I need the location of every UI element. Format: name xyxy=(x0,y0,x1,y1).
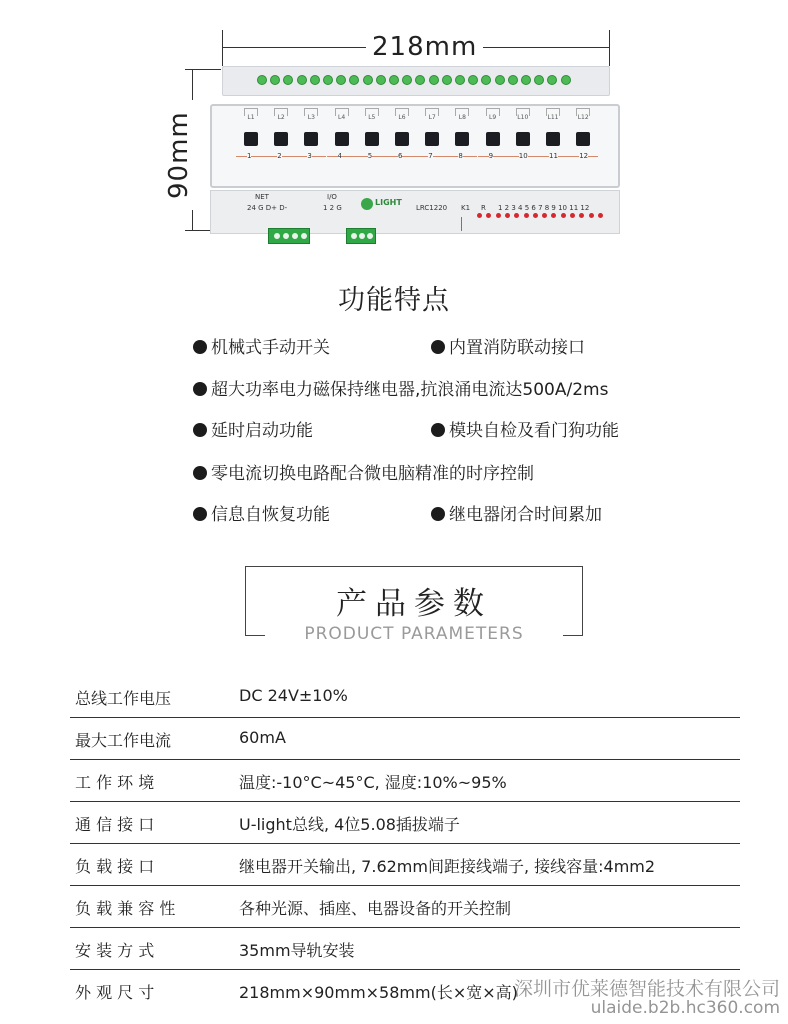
features-title: 功能特点 xyxy=(338,285,450,316)
params-title-box xyxy=(245,566,583,642)
row-label: 总线工作电压 xyxy=(75,689,172,708)
row-value: 35mm导轨安装 xyxy=(239,941,355,960)
channel-top-label: L7 xyxy=(428,114,436,121)
feature-item: 超大功率电力磁保持继电器,抗浪涌电流达500A/2ms xyxy=(193,375,608,400)
width-dim-tick-left xyxy=(222,30,223,66)
brand-logo xyxy=(361,197,405,211)
model-label: LRC1220 xyxy=(416,204,448,212)
manual-switch-button xyxy=(365,132,379,146)
row-label: 通 信 接 口 xyxy=(75,815,155,834)
channel-number: 5 xyxy=(367,152,373,160)
table-row xyxy=(70,678,740,718)
row-value: 60mA xyxy=(239,728,286,747)
status-led xyxy=(496,213,501,218)
brand-logo-text: LIGHT xyxy=(375,198,402,207)
status-led xyxy=(579,213,584,218)
channel-row xyxy=(236,104,606,188)
channel-switch xyxy=(296,104,326,188)
io-terminal-plug xyxy=(346,228,376,244)
manual-switch-button xyxy=(274,132,288,146)
row-value: 各种光源、插座、电器设备的开关控制 xyxy=(239,899,512,918)
terminal-screw xyxy=(508,75,518,85)
row-divider xyxy=(70,843,740,844)
row-label: 安 装 方 式 xyxy=(75,941,155,960)
product-figure xyxy=(0,0,788,265)
row-label: 最大工作电流 xyxy=(75,731,172,750)
channel-switch xyxy=(568,104,598,188)
row-divider xyxy=(70,927,740,928)
table-row xyxy=(70,846,740,886)
channel-switch xyxy=(478,104,508,188)
channel-switch xyxy=(447,104,477,188)
channel-switch xyxy=(236,104,266,188)
channel-top-label: L1 xyxy=(247,114,255,121)
channel-number: 12 xyxy=(579,152,589,160)
feature-item: 内置消防联动接口 xyxy=(431,333,585,358)
channel-number: 11 xyxy=(549,152,558,160)
channel-number: 6 xyxy=(398,152,403,160)
row-divider xyxy=(70,801,740,802)
row-value: U-light总线, 4位5.08插拔端子 xyxy=(239,815,460,834)
status-led xyxy=(542,213,547,218)
bullet-icon xyxy=(193,382,207,396)
manual-switch-button xyxy=(546,132,560,146)
channel-top-label: L10 xyxy=(517,114,529,121)
channel-switch xyxy=(538,104,568,188)
channel-top-label: L3 xyxy=(307,114,315,121)
terminal-screw xyxy=(297,75,307,85)
feature-item: 继电器闭合时间累加 xyxy=(431,500,602,525)
width-dim-tick-right xyxy=(609,30,610,66)
status-led xyxy=(551,213,556,218)
status-led xyxy=(589,213,594,218)
params-title: 产品参数 xyxy=(336,586,492,622)
channel-number: 10 xyxy=(518,152,528,160)
channel-top-label: L11 xyxy=(547,114,559,121)
manual-switch-button xyxy=(304,132,318,146)
channel-switch xyxy=(508,104,538,188)
k1-button-slot xyxy=(461,217,462,231)
terminal-screw xyxy=(442,75,452,85)
bullet-icon xyxy=(193,507,207,521)
led-numbers: 1 2 3 4 5 6 7 8 9 10 11 12 xyxy=(498,204,590,212)
bullet-icon xyxy=(431,423,445,437)
bullet-icon xyxy=(193,466,207,480)
io-pins: 1 2 G xyxy=(323,204,342,212)
table-row xyxy=(70,720,740,760)
manual-switch-button xyxy=(425,132,439,146)
row-label: 负 载 接 口 xyxy=(75,857,155,876)
table-row xyxy=(70,762,740,802)
terminal-screw xyxy=(363,75,373,85)
manual-switch-button xyxy=(244,132,258,146)
channel-number: 1 xyxy=(247,152,252,160)
row-value: 继电器开关输出, 7.62mm间距接线端子, 接线容量:4mm2 xyxy=(239,857,656,876)
width-dimension-label: 218mm xyxy=(366,32,483,62)
feature-item: 模块自检及看门狗功能 xyxy=(431,416,619,441)
status-led xyxy=(570,213,575,218)
watermark-url: ulaide.b2b.hc360.com xyxy=(590,998,780,1018)
row-label: 负 载 兼 容 性 xyxy=(75,899,176,918)
bullet-icon xyxy=(431,340,445,354)
channel-top-label: L4 xyxy=(338,114,346,121)
bullet-icon xyxy=(431,507,445,521)
channel-top-label: L5 xyxy=(368,114,376,121)
terminal-screw xyxy=(323,75,333,85)
brand-logo-mark xyxy=(361,198,373,210)
io-label: I/O xyxy=(327,193,337,201)
row-divider xyxy=(70,717,740,718)
bullet-icon xyxy=(193,423,207,437)
row-divider xyxy=(70,759,740,760)
status-led xyxy=(486,213,491,218)
channel-number: 9 xyxy=(488,152,494,160)
channel-switch xyxy=(327,104,357,188)
table-row xyxy=(70,804,740,844)
box-border-top xyxy=(245,566,583,567)
row-divider xyxy=(70,969,740,970)
watermark-company: 深圳市优莱德智能技术有限公司 xyxy=(513,978,780,1000)
relay-module xyxy=(222,66,610,234)
bus-terminal-plug xyxy=(268,228,310,244)
row-value: DC 24V±10% xyxy=(239,686,348,705)
feature-item: 零电流切换电路配合微电脑精准的时序控制 xyxy=(193,459,534,484)
channel-top-label: L12 xyxy=(577,114,589,121)
channel-top-label: L2 xyxy=(277,114,285,121)
channel-top-label: L6 xyxy=(398,114,406,121)
feature-item: 延时启动功能 xyxy=(193,416,313,441)
manual-switch-button xyxy=(395,132,409,146)
channel-switch xyxy=(266,104,296,188)
row-label: 外 观 尺 寸 xyxy=(75,983,155,1002)
terminal-screw xyxy=(561,75,571,85)
table-row xyxy=(70,888,740,928)
channel-top-label: L9 xyxy=(489,114,497,121)
terminal-screw xyxy=(310,75,320,85)
status-led xyxy=(477,213,482,218)
manual-switch-button xyxy=(576,132,590,146)
manual-switch-button xyxy=(516,132,530,146)
channel-number: 7 xyxy=(428,152,433,160)
feature-item: 信息自恢复功能 xyxy=(193,500,330,525)
net-pins: 24 G D+ D- xyxy=(247,204,288,212)
manual-switch-button xyxy=(455,132,469,146)
k1-label: K1 xyxy=(461,204,471,212)
status-led xyxy=(598,213,603,218)
row-divider xyxy=(70,885,740,886)
manual-switch-button xyxy=(335,132,349,146)
terminal-screw xyxy=(429,75,439,85)
params-subtitle: PRODUCT PARAMETERS xyxy=(265,624,563,644)
status-led xyxy=(514,213,519,218)
row-value: 218mm×90mm×58mm(长×宽×高) xyxy=(239,983,518,1002)
table-row xyxy=(70,930,740,970)
status-led xyxy=(561,213,566,218)
channel-switch xyxy=(357,104,387,188)
terminal-screw xyxy=(521,75,531,85)
feature-item: 机械式手动开关 xyxy=(193,333,330,358)
channel-number: 8 xyxy=(458,152,463,160)
terminal-screw xyxy=(389,75,399,85)
channel-number: 4 xyxy=(337,152,343,160)
row-label: 工 作 环 境 xyxy=(75,773,155,792)
manual-switch-button xyxy=(486,132,500,146)
channel-number: 3 xyxy=(307,152,312,160)
channel-switch xyxy=(387,104,417,188)
terminal-screw xyxy=(455,75,465,85)
channel-number: 2 xyxy=(277,152,282,160)
terminal-screw xyxy=(376,75,386,85)
status-led xyxy=(533,213,538,218)
net-label: NET xyxy=(255,193,269,201)
channel-switch xyxy=(417,104,447,188)
height-dim-tick-top xyxy=(185,69,221,70)
channel-top-label: L8 xyxy=(458,114,466,121)
status-led xyxy=(505,213,510,218)
height-dimension-label: 90mm xyxy=(164,100,214,210)
bullet-icon xyxy=(193,340,207,354)
status-led xyxy=(524,213,529,218)
r-label: R xyxy=(481,204,486,212)
terminal-screw xyxy=(257,75,267,85)
row-value: 温度:-10°C~45°C, 湿度:10%~95% xyxy=(239,773,507,792)
terminal-screw xyxy=(495,75,505,85)
